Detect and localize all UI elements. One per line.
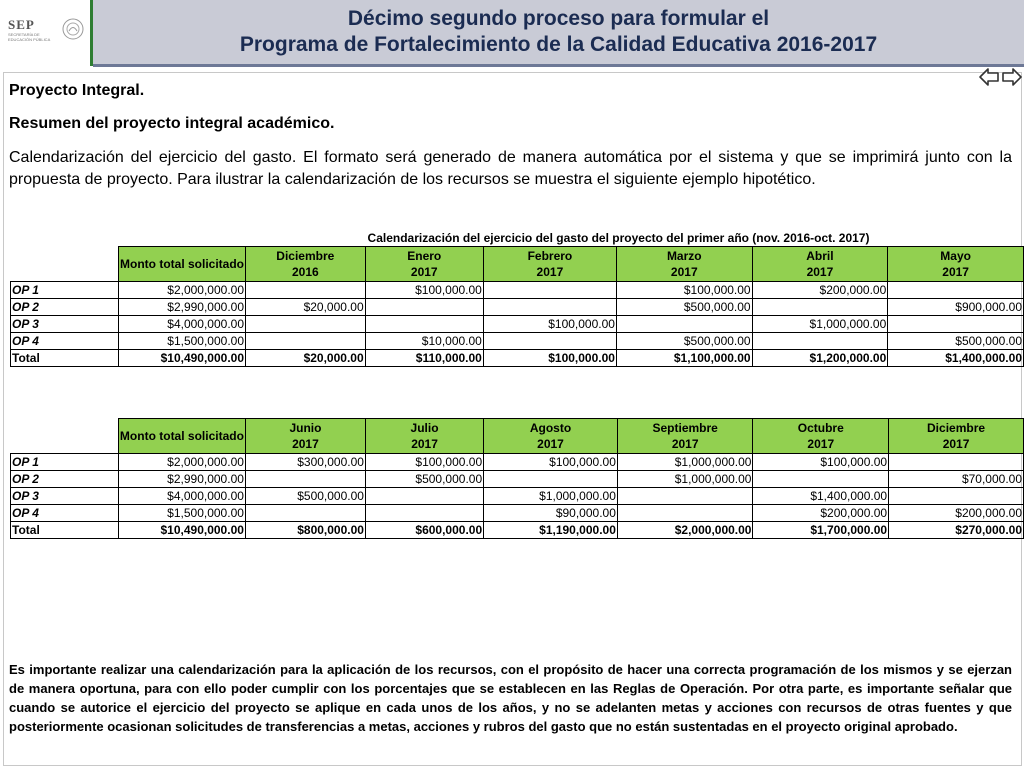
row-month-value — [245, 505, 365, 522]
table-header-row — [11, 419, 1024, 454]
sep-logo-text: SEP — [8, 17, 35, 32]
row-month-value — [483, 333, 616, 350]
sep-logo-subtext: SECRETARÍA DE EDUCACIÓN PÚBLICA — [8, 32, 51, 42]
row-month-value: $900,000.00 — [888, 299, 1024, 316]
row-monto: $4,000,000.00 — [119, 316, 246, 333]
header-month — [888, 247, 1024, 282]
row-month-value: $70,000.00 — [889, 471, 1024, 488]
table-caption: Calendarización del ejercicio del gasto del proyecto del primer año (nov. 2016-oct. 2017) — [367, 231, 870, 245]
month-year: 2017 — [536, 265, 564, 279]
row-month-value — [616, 316, 752, 333]
row-month-value — [365, 505, 483, 522]
row-label: OP 2 — [11, 471, 119, 488]
row-label: OP 2 — [11, 299, 119, 316]
row-month-value: $1,200,000.00 — [752, 350, 888, 367]
sep-logo — [0, 0, 93, 66]
page-header — [0, 0, 1024, 70]
header-month — [365, 419, 483, 454]
row-monto: $10,490,000.00 — [118, 522, 245, 539]
row-month-value — [246, 316, 366, 333]
heading-resumen: Resumen del proyecto integral académico. — [9, 115, 335, 132]
row-month-value — [365, 488, 483, 505]
month-year: 2017 — [537, 437, 564, 451]
header-month — [617, 419, 753, 454]
month-name: Marzo — [666, 249, 702, 263]
row-month-value: $1,400,000.00 — [753, 488, 889, 505]
row-month-value: $500,000.00 — [616, 299, 752, 316]
national-seal-icon — [62, 18, 84, 40]
row-month-value: $1,400,000.00 — [888, 350, 1024, 367]
table-row — [11, 522, 1024, 539]
row-month-value — [365, 299, 483, 316]
header-month — [245, 419, 365, 454]
month-name: Junio — [289, 421, 322, 435]
row-month-value: $100,000.00 — [483, 316, 616, 333]
row-month-value: $1,190,000.00 — [484, 522, 618, 539]
header-month — [246, 247, 366, 282]
header-monto-total: Monto total solicitado — [119, 247, 246, 282]
row-monto: $2,990,000.00 — [119, 299, 246, 316]
row-label: OP 1 — [11, 454, 119, 471]
row-month-value: $20,000.00 — [246, 299, 366, 316]
row-monto: $4,000,000.00 — [118, 488, 245, 505]
row-label: OP 4 — [11, 333, 119, 350]
row-month-value: $1,100,000.00 — [616, 350, 752, 367]
table-row — [11, 505, 1024, 522]
row-label: Total — [11, 522, 119, 539]
month-name: Mayo — [940, 249, 971, 263]
row-month-value: $90,000.00 — [484, 505, 618, 522]
row-month-value: $10,000.00 — [365, 333, 483, 350]
header-blank-cell — [11, 247, 119, 282]
month-name: Enero — [407, 249, 442, 263]
schedule-table-2 — [10, 418, 1024, 539]
row-month-value: $110,000.00 — [365, 350, 483, 367]
row-month-value — [617, 505, 753, 522]
row-label: OP 1 — [11, 282, 119, 299]
title-bar — [93, 0, 1024, 67]
table-row — [11, 350, 1024, 367]
row-month-value — [752, 333, 888, 350]
table-row — [11, 282, 1024, 299]
row-month-value: $2,000,000.00 — [617, 522, 753, 539]
page-title-line1: Décimo segundo proceso para formular el — [347, 7, 770, 30]
month-name: Diciembre — [927, 421, 986, 435]
header-month — [889, 419, 1024, 454]
row-month-value: $100,000.00 — [753, 454, 889, 471]
row-month-value: $270,000.00 — [889, 522, 1024, 539]
month-year: 2017 — [806, 265, 834, 279]
row-month-value: $100,000.00 — [365, 282, 483, 299]
row-label: OP 3 — [11, 316, 119, 333]
row-month-value: $800,000.00 — [245, 522, 365, 539]
month-year: 2017 — [670, 265, 698, 279]
closing-paragraph: Es importante realizar una calendarización para la aplicación de los recursos, con el propósito de hacer una correcta programación de los mismos y se ejerzan de manera oportuna, para con ello poder cumplir con los porcentajes que se establecen en las Reglas de Operación. Por otra parte, es importante señalar que cuando se autorice el ejercicio del proyecto se aplique en cada unos de los años, y no se adelanten metas y acciones con recursos de otras fuentes y que posteriormente ocasionan solicitudes de transferencias a metas, acciones y rubros del gasto que no están sustentadas en el proyecto original aprobado. — [9, 662, 1012, 734]
row-month-value: $600,000.00 — [365, 522, 483, 539]
row-month-value: $500,000.00 — [365, 471, 483, 488]
row-month-value: $1,000,000.00 — [617, 471, 753, 488]
row-monto: $2,000,000.00 — [118, 454, 245, 471]
row-monto: $2,000,000.00 — [119, 282, 246, 299]
row-month-value — [753, 471, 889, 488]
row-month-value: $500,000.00 — [245, 488, 365, 505]
month-year: 2017 — [942, 437, 970, 451]
row-label: OP 4 — [11, 505, 119, 522]
table-row — [11, 316, 1024, 333]
month-year: 2017 — [292, 437, 319, 451]
row-month-value — [889, 454, 1024, 471]
month-year: 2017 — [807, 437, 835, 451]
schedule-table-1 — [10, 246, 1024, 367]
row-month-value: $1,000,000.00 — [617, 454, 753, 471]
month-name: Julio — [410, 421, 439, 435]
month-name: Agosto — [529, 421, 572, 435]
month-year: 2017 — [410, 265, 438, 279]
intro-paragraph: Calendarización del ejercicio del gasto. El formato será generado de manera automática por el sistema y que se imprimirá junto con la propuesta de proyecto. Para ilustrar la calendarización de los recursos se muestra el siguiente ejemplo hipotético. — [9, 149, 1012, 188]
table-row — [11, 333, 1024, 350]
header-month — [616, 247, 752, 282]
row-month-value — [752, 299, 888, 316]
page-title-line2: Programa de Fortalecimiento de la Calidad Educativa 2016-2017 — [239, 33, 878, 56]
month-name: Abril — [806, 249, 834, 263]
row-month-value: $100,000.00 — [484, 454, 618, 471]
table-header-row — [11, 247, 1024, 282]
month-year: 2017 — [671, 437, 699, 451]
header-month — [365, 247, 483, 282]
row-month-value: $1,700,000.00 — [753, 522, 889, 539]
row-label: Total — [11, 350, 119, 367]
row-month-value: $500,000.00 — [888, 333, 1024, 350]
row-month-value: $200,000.00 — [753, 505, 889, 522]
table-row — [11, 471, 1024, 488]
header-month — [483, 247, 616, 282]
row-month-value — [483, 282, 616, 299]
row-month-value: $200,000.00 — [752, 282, 888, 299]
row-label: OP 3 — [11, 488, 119, 505]
month-year: 2017 — [942, 265, 969, 279]
month-name: Diciembre — [276, 249, 335, 263]
row-month-value: $200,000.00 — [889, 505, 1024, 522]
table-row — [11, 454, 1024, 471]
month-name: Septiembre — [652, 421, 718, 435]
row-month-value — [365, 316, 483, 333]
table-row — [11, 488, 1024, 505]
row-month-value — [246, 333, 366, 350]
month-year: 2016 — [291, 265, 319, 279]
month-name: Febrero — [527, 249, 573, 263]
row-month-value: $300,000.00 — [245, 454, 365, 471]
row-month-value: $100,000.00 — [365, 454, 483, 471]
row-month-value: $500,000.00 — [616, 333, 752, 350]
month-name: Octubre — [797, 421, 844, 435]
row-month-value — [617, 488, 753, 505]
row-monto: $10,490,000.00 — [119, 350, 246, 367]
row-month-value: $100,000.00 — [483, 350, 616, 367]
row-month-value — [888, 316, 1024, 333]
heading-proyecto-integral: Proyecto Integral. — [9, 82, 145, 99]
header-month — [753, 419, 889, 454]
row-month-value — [484, 471, 618, 488]
row-month-value — [888, 282, 1024, 299]
row-monto: $2,990,000.00 — [118, 471, 245, 488]
row-month-value: $20,000.00 — [246, 350, 366, 367]
row-month-value: $1,000,000.00 — [484, 488, 618, 505]
row-month-value: $1,000,000.00 — [752, 316, 888, 333]
header-blank-cell — [11, 419, 119, 454]
row-monto: $1,500,000.00 — [119, 333, 246, 350]
row-month-value — [483, 299, 616, 316]
row-month-value — [246, 282, 366, 299]
row-month-value — [889, 488, 1024, 505]
table-row — [11, 299, 1024, 316]
row-month-value — [245, 471, 365, 488]
header-monto-total: Monto total solicitado — [118, 419, 245, 454]
header-month — [752, 247, 888, 282]
header-month — [484, 419, 618, 454]
row-monto: $1,500,000.00 — [118, 505, 245, 522]
row-month-value: $100,000.00 — [616, 282, 752, 299]
month-year: 2017 — [411, 437, 438, 451]
